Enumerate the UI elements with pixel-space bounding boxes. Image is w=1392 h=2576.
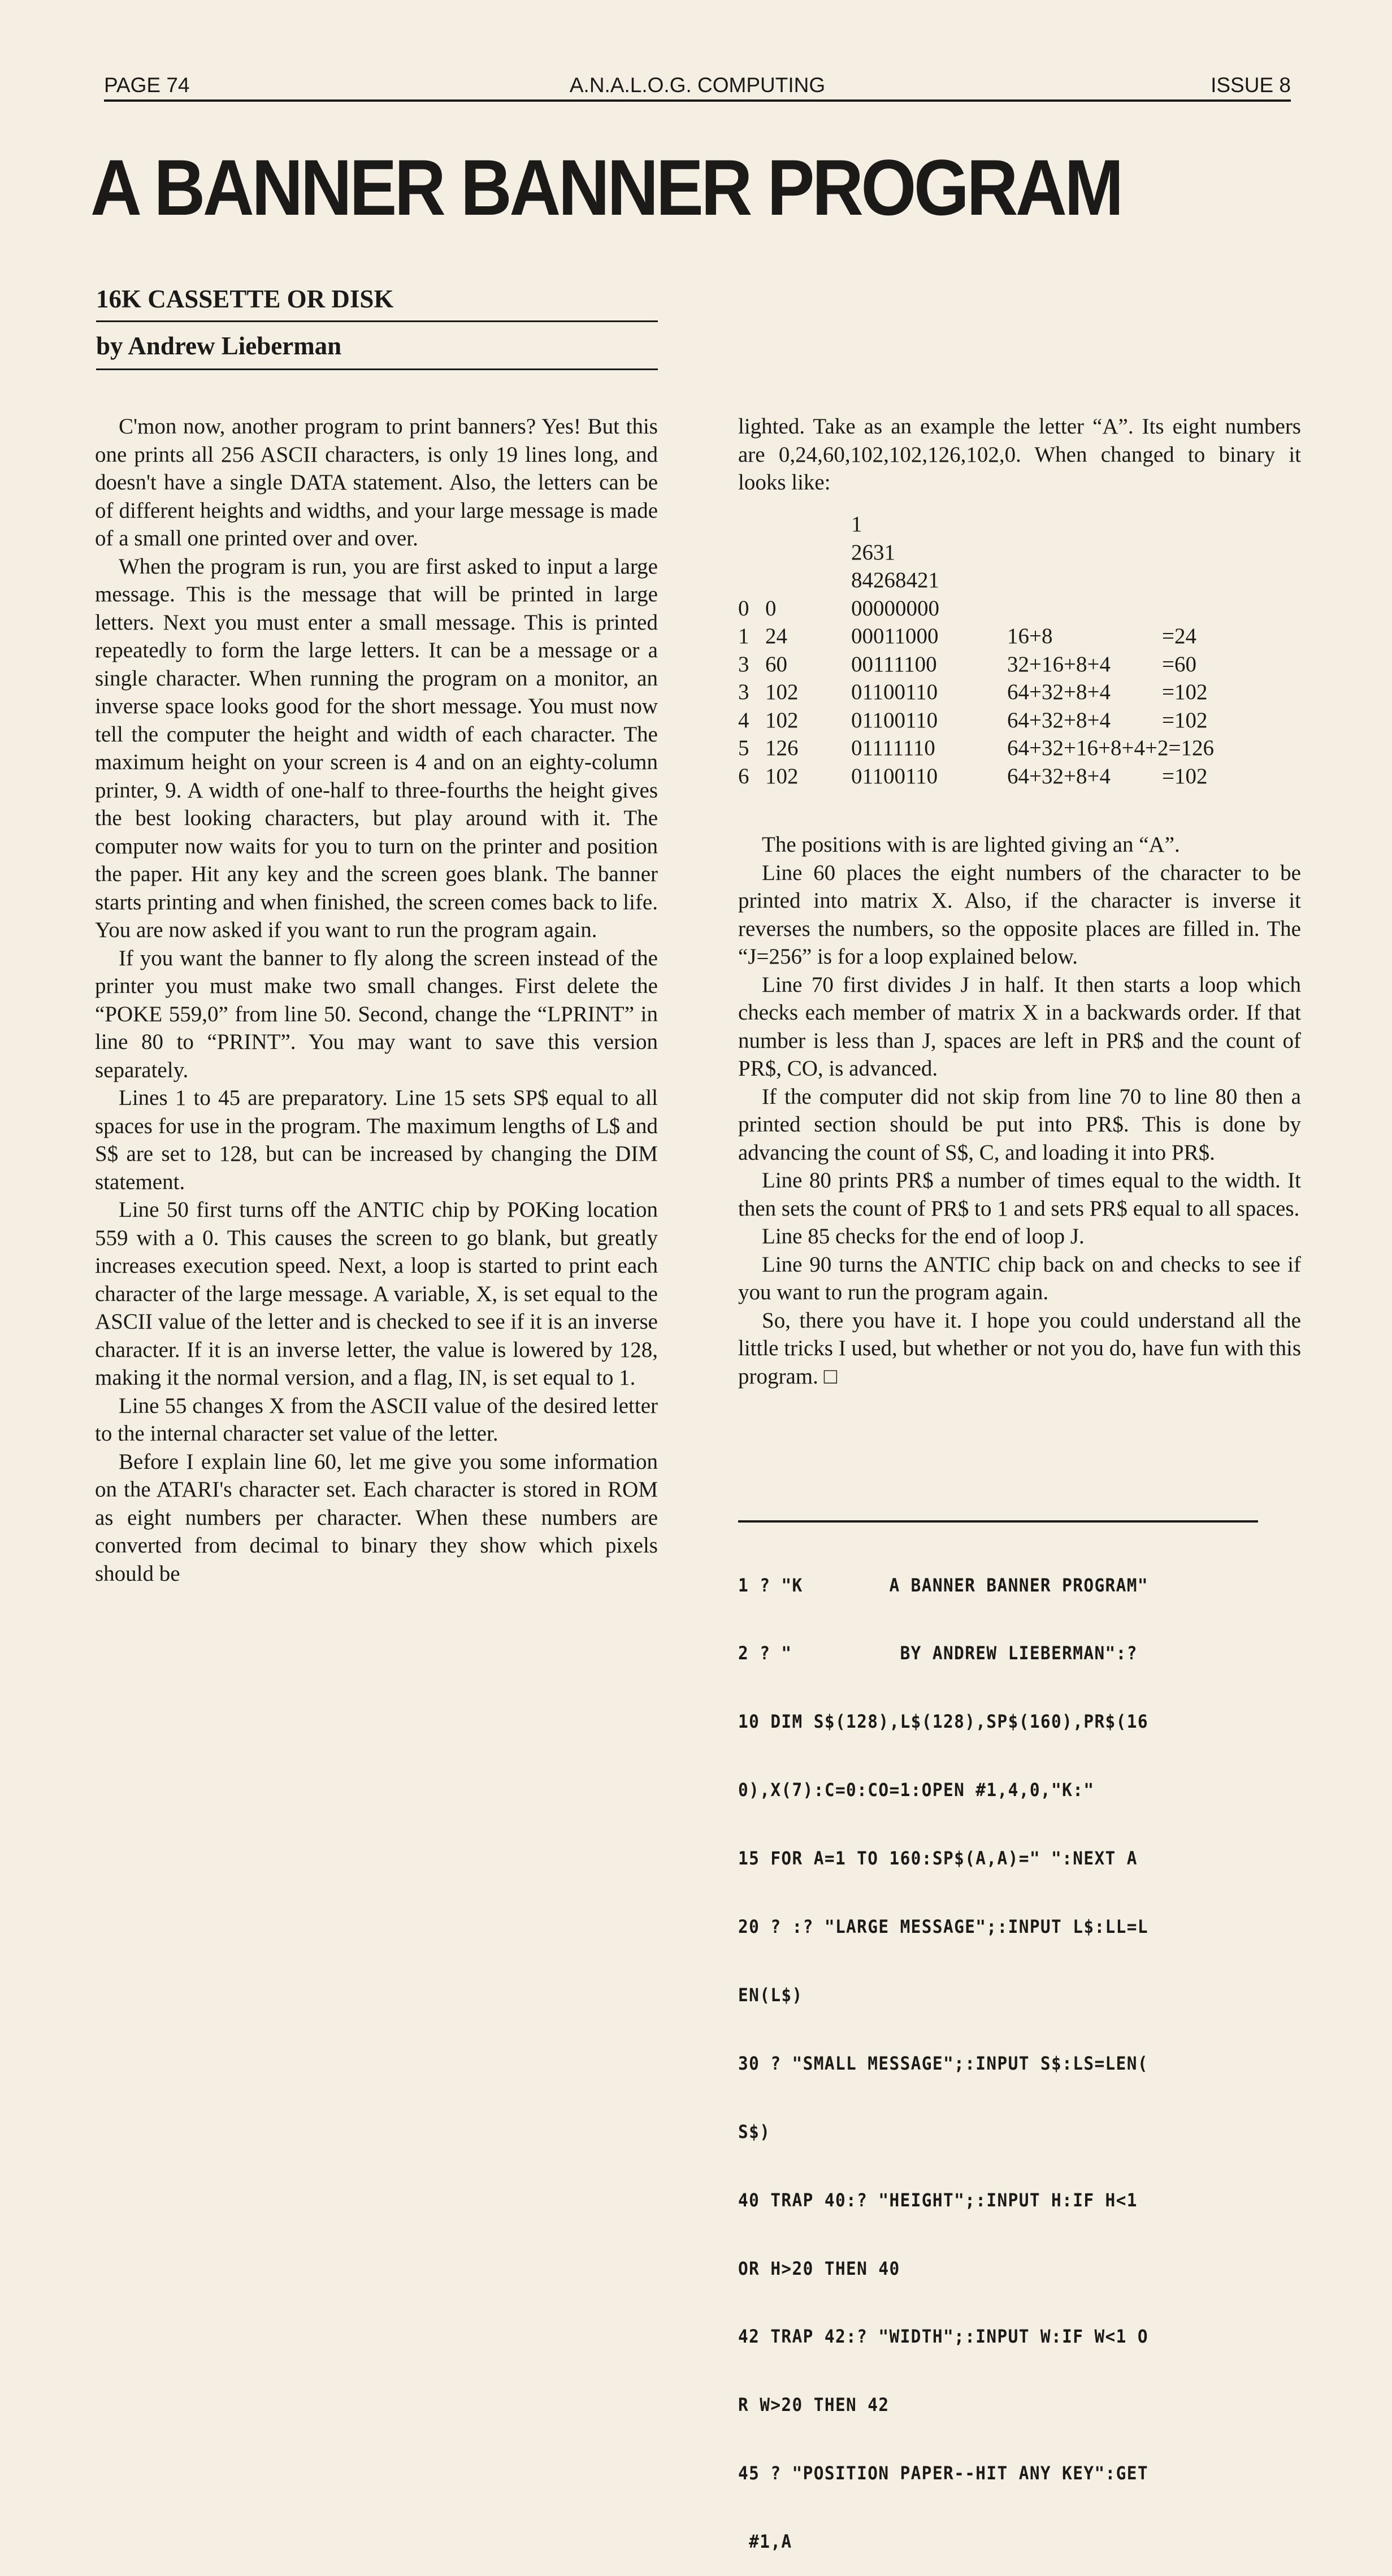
code-line: EN(L$) xyxy=(738,1984,803,2006)
article-subtitle: 16K CASSETTE OR DISK xyxy=(96,284,658,322)
paragraph: So, there you have it. I hope you could understand all the little tricks I used, but whether or not you do, have fun with this program. □ xyxy=(738,1308,1301,1389)
code-line: R W>20 THEN 42 xyxy=(738,2394,890,2416)
code-line: 40 TRAP 40:? "HEIGHT";:INPUT H:IF H<1 xyxy=(738,2189,1138,2211)
page-number: PAGE 74 xyxy=(104,73,190,97)
paragraph: Line 55 changes X from the ASCII value of the desired letter to the internal character set value of the letter. xyxy=(95,1393,658,1446)
code-line: 0),X(7):C=0:CO=1:OPEN #1,4,0,"K:" xyxy=(738,1779,1095,1801)
code-line: 30 ? "SMALL MESSAGE";:INPUT S$:LS=LEN( xyxy=(738,2052,1148,2074)
paragraph: Line 60 places the eight numbers of the character to be printed into matrix X. Also, if the character is inverse it reverses the numbers, so the opposite places are filled in. The “J=256” is for a loop explained below. xyxy=(738,860,1301,969)
code-line: 1 ? "K A BANNER BANNER PROGRAM" xyxy=(738,1574,1148,1596)
code-line: 2 ? " BY ANDREW LIEBERMAN":? xyxy=(738,1642,1138,1664)
left-column xyxy=(95,413,658,1588)
article-byline: by Andrew Lieberman xyxy=(96,331,658,370)
code-line: #1,A xyxy=(738,2531,792,2553)
bit-weight-row: 2631 xyxy=(851,540,895,565)
paragraph: The positions with is are lighted giving an “A”. xyxy=(762,832,1180,857)
right-column xyxy=(738,831,1301,1390)
paragraph: Line 50 first turns off the ANTIC chip by POKing location 559 with a 0. This causes the screen to go blank, but greatly increases execution speed. Next, a loop is started to print each character of the large message. A variable, X, is set equal to the ASCII value of the letter and is checked to see if it is an inverse character. If it is an inverse letter, the value is lowered by 128, making it the normal version, and a flag, IN, is set equal to 1. xyxy=(95,1198,658,1390)
paragraph: Before I explain line 60, let me give you some information on the ATARI's character set. Each character is stored in ROM as eight numbers per character. When these numbers are converted from decimal to binary they show which pixels should be xyxy=(95,1449,658,1586)
code-line: 15 FOR A=1 TO 160:SP$(A,A)=" ":NEXT A xyxy=(738,1848,1138,1870)
code-line: S$) xyxy=(738,2120,771,2143)
magazine-name: A.N.A.L.O.G. COMPUTING xyxy=(569,73,826,97)
paragraph: If you want the banner to fly along the screen instead of the printer you must make two small changes. First delete the “POKE 559,0” from line 50. Second, change the “LPRINT” in line 80 to “PRINT”. You may want to save this version separately. xyxy=(95,946,658,1082)
article-title: A BANNER BANNER PROGRAM xyxy=(90,143,1121,232)
paragraph: Lines 1 to 45 are preparatory. Line 15 sets SP$ equal to all spaces for use in the program. The maximum lengths of L$ and S$ are set to 128, but can be increased by changing the DIM statement. xyxy=(95,1086,658,1194)
program-listing xyxy=(738,1520,1258,2576)
bit-weight-row: 84268421 xyxy=(851,568,939,592)
code-line: 10 DIM S$(128),L$(128),SP$(160),PR$(16 xyxy=(738,1711,1148,1733)
paragraph: C'mon now, another program to print banners? Yes! But this one prints all 256 ASCII characters, is only 19 lines long, and doesn't have a single DATA statement. Also, the letters can be of different heights and widths, and your large message is made of a small one printed over and over. xyxy=(95,414,658,550)
paragraph: Line 90 turns the ANTIC chip back on and checks to see if you want to run the program again. xyxy=(738,1252,1301,1304)
right-column-intro xyxy=(738,413,1301,497)
paragraph: Line 85 checks for the end of loop J. xyxy=(762,1224,1085,1248)
code-line: 20 ? :? "LARGE MESSAGE";:INPUT L$:LL=L xyxy=(738,1916,1148,1938)
code-line: 42 TRAP 42:? "WIDTH";:INPUT W:IF W<1 O xyxy=(738,2326,1148,2348)
paragraph: Line 70 first divides J in half. It then starts a loop which checks each member of matrix X in a backwards order. If that number is less than J, spaces are left in PR$ and the count of PR$, CO, is advanced. xyxy=(738,972,1301,1081)
page-header xyxy=(104,71,1291,102)
code-line: 45 ? "POSITION PAPER--HIT ANY KEY":GET xyxy=(738,2462,1148,2484)
paragraph: Line 80 prints PR$ a number of times equal to the width. It then sets the count of PR$ to 1 and sets PR$ equal to all spaces. xyxy=(738,1168,1301,1221)
paragraph: If the computer did not skip from line 70 to line 80 then a printed section should be put into PR$. This is done by advancing the count of S$, C, and loading it into PR$. xyxy=(738,1084,1301,1165)
bit-weight-row: 1 xyxy=(851,512,862,536)
paragraph: lighted. Take as an example the letter “A”. Its eight numbers are 0,24,60,102,102,126,102,0. When changed to binary it looks like: xyxy=(738,414,1301,495)
code-line: OR H>20 THEN 40 xyxy=(738,2257,900,2279)
paragraph: When the program is run, you are first asked to input a large message. This is the message that will be printed in large letters. Next you must enter a small message. This is printed repeatedly to form the large letters. It can be a message or a single character. When running the program on a monitor, an inverse space looks good for the short message. You must now tell the computer the height and width of each character. The maximum height on your screen is 4 and on an eighty-column printer, 9. A width of one-half to three-fourths the height gives the best looking characters, but play around with it. The computer now waits for you to turn on the printer and position the paper. Hit any key and the screen goes blank. The banner starts printing and when finished, the screen comes back to life. You are now asked if you want to run the program again. xyxy=(95,554,658,942)
issue-number: ISSUE 8 xyxy=(1211,73,1291,97)
